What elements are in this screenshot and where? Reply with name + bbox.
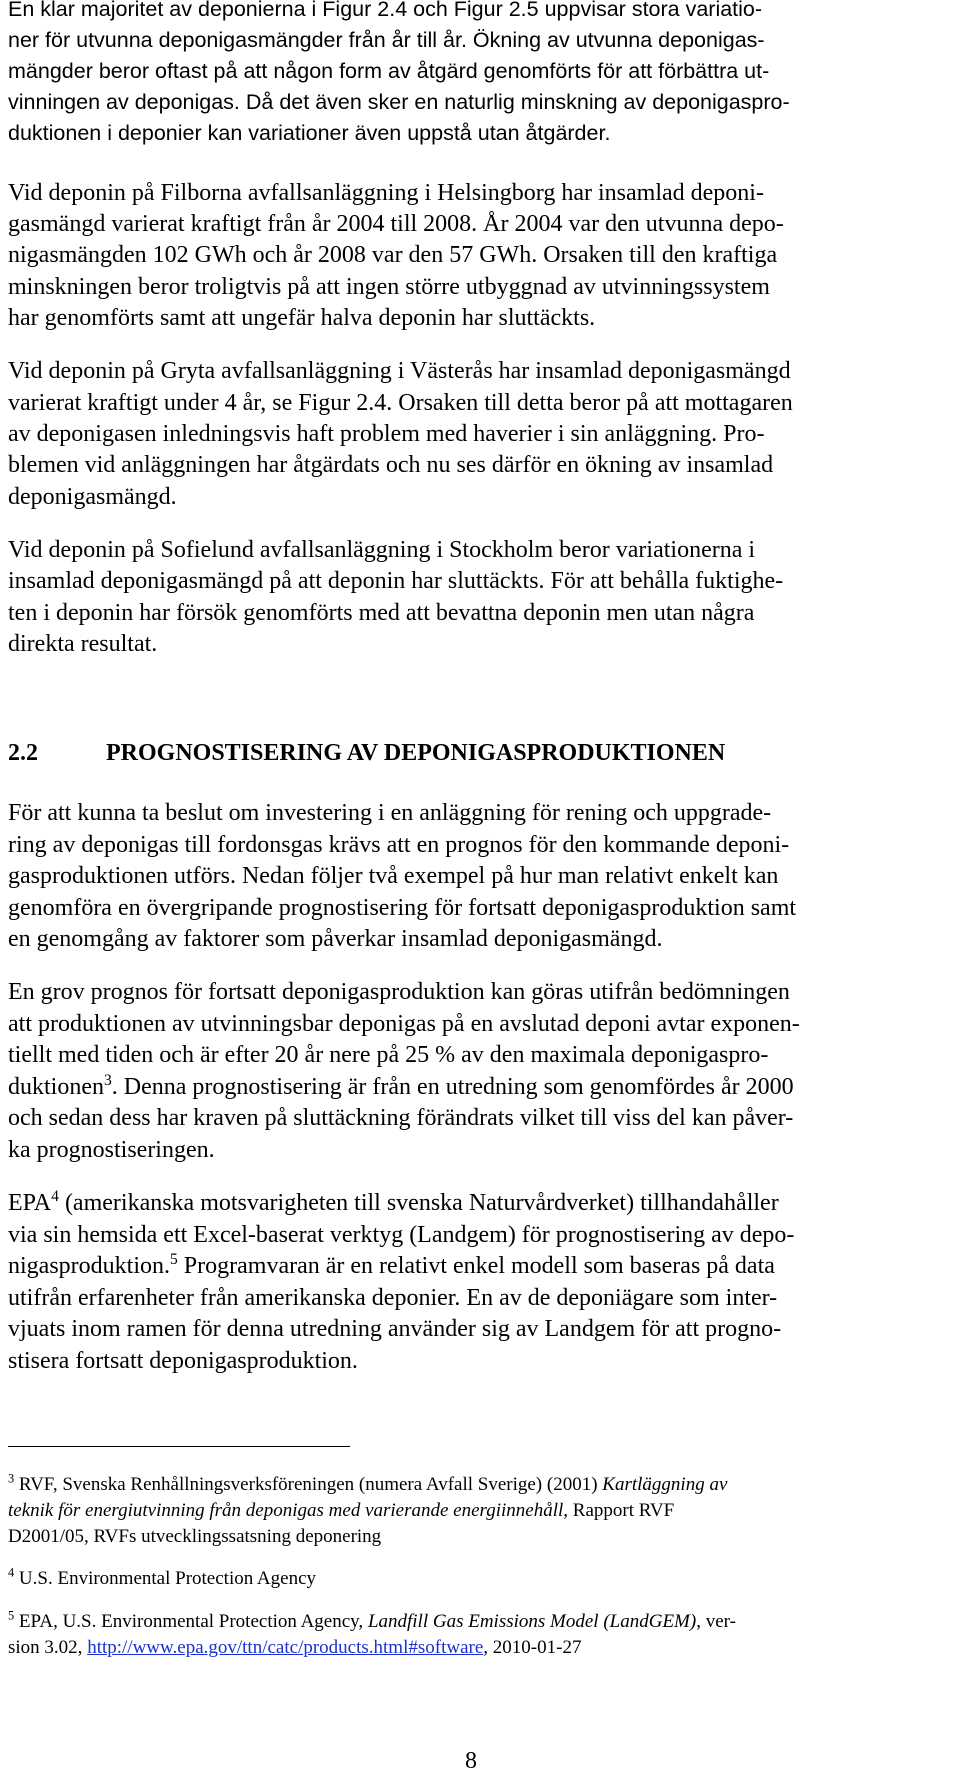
text-line: ten i deponin har försök genomförts med att bevattna deponin men utan några <box>8 600 755 626</box>
text-line: av deponigasen inledningsvis haft problem med haverier i sin anläggning. Pro- <box>8 421 765 447</box>
footnote-marker: 4 <box>8 1565 15 1580</box>
text-line: vinningen av deponigas. Då det även sker en naturlig minskning av deponigaspro- <box>8 90 790 114</box>
text-line: nigasmängden 102 GWh och år 2008 var den 57 GWh. Orsaken till den kraftiga <box>8 242 778 268</box>
text-run: , 2010-01-27 <box>483 1637 582 1658</box>
text-line: ring av deponigas till fordonsgas krävs att en prognos för den kommande deponi- <box>8 832 790 858</box>
text-run-italic: teknik för energiutvinning från deponigas med varierande energiinnehåll <box>8 1500 564 1521</box>
footnote-marker: 3 <box>8 1471 15 1486</box>
footnote-separator <box>8 1446 350 1447</box>
text-line <box>8 1074 794 1101</box>
text-run-italic: Landfill Gas Emissions Model (LandGEM) <box>367 1611 697 1632</box>
text-run: RVF, Svenska Renhållningsverksföreningen (numera Avfall Sverige) (2001) <box>14 1474 603 1495</box>
footnote-ref-4[interactable]: 4 <box>51 1188 59 1205</box>
text-line: deponigasmängd. <box>8 484 177 510</box>
text-run-italic: Kartläggning av <box>602 1474 728 1495</box>
text-line: varierat kraftigt under 4 år, se Figur 2.4. Orsaken till detta beror på att mottagaren <box>8 390 793 416</box>
footnote-3-line <box>8 1500 674 1522</box>
text-line: vjuats inom ramen för denna utredning använder sig av Landgem för att progno- <box>8 1316 782 1342</box>
text-line: Vid deponin på Filborna avfallsanläggning i Helsingborg har insamlad deponi- <box>8 180 764 206</box>
text-line: Vid deponin på Gryta avfallsanläggning i Västerås har insamlad deponigasmängd <box>8 358 791 384</box>
text-run: , Rapport RVF <box>563 1500 675 1521</box>
text-line: ner för utvunna deponigasmängder från år till år. Ökning av utvunna deponigas- <box>8 28 765 52</box>
text-line: har genomförts samt att ungefär halva deponin har sluttäckts. <box>8 305 596 331</box>
footnote-ref-3[interactable]: 3 <box>104 1072 112 1089</box>
text-line: mängder beror oftast på att någon form av åtgärd genomförts för att förbättra ut- <box>8 59 770 83</box>
text-line: genomföra en övergripande prognostisering för fortsatt deponigasproduktion samt <box>8 895 797 921</box>
footnote-3-line: D2001/05, RVFs utvecklingssatsning deponering <box>8 1526 382 1547</box>
text-run: U.S. Environmental Protection Agency <box>14 1568 317 1589</box>
text-run: EPA <box>8 1190 52 1216</box>
text-run: . Denna prognostisering är från en utredning som genomfördes år 2000 <box>111 1074 794 1100</box>
text-line: blemen vid anläggningen har åtgärdats och nu ses därför en ökning av insamlad <box>8 452 774 478</box>
footnote-5 <box>8 1608 736 1633</box>
epa-software-link[interactable]: http://www.epa.gov/ttn/catc/products.html#software <box>87 1637 484 1658</box>
text-line: tiellt med tiden och är efter 20 år nere på 25 % av den maximala deponigaspro- <box>8 1042 769 1068</box>
text-line: duktionen i deponier kan variationer även uppstå utan åtgärder. <box>8 121 611 145</box>
footnote-5-line <box>8 1637 581 1659</box>
text-line: direkta resultat. <box>8 631 158 657</box>
text-line: En grov prognos för fortsatt deponigasproduktion kan göras utifrån bedömningen <box>8 979 790 1005</box>
text-run: Programvaran är en relativt enkel modell som baseras på data <box>177 1253 775 1279</box>
text-line: stisera fortsatt deponigasproduktion. <box>8 1348 358 1374</box>
text-line: via sin hemsida ett Excel-baserat verktyg (Landgem) för prognostisering av depo- <box>8 1222 795 1248</box>
text-run: EPA, U.S. Environmental Protection Agency, <box>14 1611 368 1632</box>
text-line: att produktionen av utvinningsbar deponigas på en avslutad deponi avtar exponen- <box>8 1011 800 1037</box>
text-run: , ver- <box>696 1611 736 1632</box>
text-run: (amerikanska motsvarigheten till svenska Naturvårdverket) tillhandahåller <box>58 1190 779 1216</box>
text-line: En klar majoritet av deponierna i Figur 2.4 och Figur 2.5 uppvisar stora variatio- <box>8 0 763 21</box>
text-line: och sedan dess har kraven på sluttäckning förändrats vilket till viss del kan påver- <box>8 1105 794 1131</box>
text-line: gasmängd varierat kraftigt från år 2004 till 2008. År 2004 var den utvunna depo- <box>8 211 784 237</box>
text-line: ka prognostiseringen. <box>8 1137 215 1163</box>
text-line: minskningen beror troligtvis på att ingen större utbyggnad av utvinningssystem <box>8 274 770 300</box>
text-line: Vid deponin på Sofielund avfallsanläggning i Stockholm beror variationerna i <box>8 537 756 563</box>
text-line: gasproduktionen utförs. Nedan följer två exempel på hur man relativt enkelt kan <box>8 863 779 889</box>
text-run: nigasproduktion. <box>8 1253 170 1279</box>
footnote-ref-5[interactable]: 5 <box>170 1251 178 1268</box>
page-number: 8 <box>465 1748 477 1774</box>
text-line <box>8 1253 775 1280</box>
footnote-marker: 5 <box>8 1608 15 1623</box>
footnote-4 <box>8 1565 317 1590</box>
section-number: 2.2 <box>8 740 38 766</box>
text-line <box>8 1190 779 1217</box>
text-run: sion 3.02, <box>8 1637 88 1658</box>
text-line: utifrån erfarenheter från amerikanska deponier. En av de deponiägare som inter- <box>8 1285 778 1311</box>
footnote-3 <box>8 1471 728 1496</box>
text-line: För att kunna ta beslut om investering i en anläggning för rening och uppgrade- <box>8 800 772 826</box>
text-run: duktionen <box>8 1074 104 1100</box>
text-line: en genomgång av faktorer som påverkar insamlad deponigasmängd. <box>8 926 663 952</box>
text-line: insamlad deponigasmängd på att deponin har sluttäckts. För att behålla fuktighe- <box>8 568 784 594</box>
section-title: PROGNOSTISERING AV DEPONIGASPRODUKTIONEN <box>106 740 726 766</box>
